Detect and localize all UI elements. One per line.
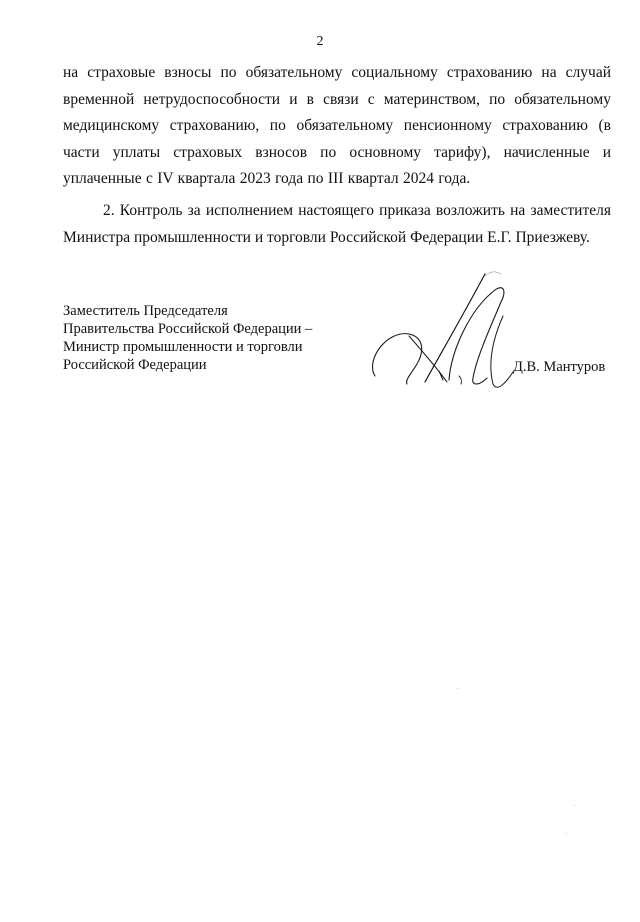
page-number: 2 xyxy=(316,34,324,49)
scan-speck xyxy=(457,688,458,689)
signatory-title-line-1: Заместитель Председателя xyxy=(63,303,228,319)
signatory-name: Д.В. Мантуров xyxy=(513,359,606,375)
scan-speck xyxy=(574,805,575,806)
paragraph-2: 2. Контроль за исполнением настоящего приказа возложить на заместителя Министра промышленности и торговли Российской Федерации Е.Г. Приезжеву. xyxy=(63,202,611,246)
signatory-title-line-2: Правительства Российской Федерации – xyxy=(63,321,313,337)
signatory-title-line-3: Министр промышленности и торговли xyxy=(63,339,303,355)
signatory-title xyxy=(63,302,312,374)
paragraph-1: на страховые взносы по обязательному социальному страхованию на случай временной нетрудоспособности и в связи с материнством, по обязательному медицинскому страхованию, по обязательному пенсионному страхованию (в части уплаты страховых взносов по основному тарифу), начисленные и уплаченные с IV квартала 2023 года по III квартал 2024 года. xyxy=(63,64,611,187)
scan-speck xyxy=(566,833,567,834)
signatory-title-line-4: Российской Федерации xyxy=(63,357,207,373)
handwritten-signature-icon xyxy=(365,268,525,393)
